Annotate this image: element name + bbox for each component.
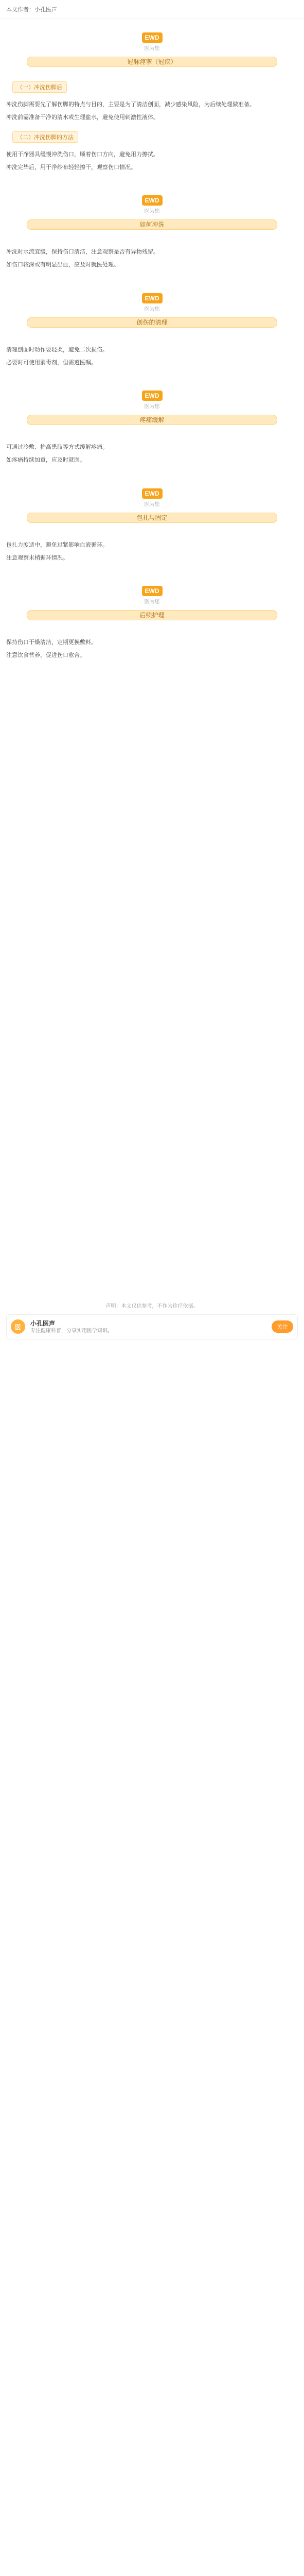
avatar: 医	[11, 1319, 25, 1334]
paragraph: 可通过冷敷、抬高患肢等方式缓解疼痛。	[6, 444, 108, 450]
paragraph: 冲洗前需准备干净的清水或生理盐水，避免使用刺激性液体。	[6, 114, 159, 121]
brand-logo: EWD	[142, 586, 163, 596]
section-header-6	[0, 572, 304, 632]
section-header-3	[0, 280, 304, 339]
brand-subtitle: 医为您	[144, 404, 160, 410]
section-2	[0, 241, 304, 280]
section-header-2	[0, 182, 304, 241]
author-description: 专注健康科普，分享实用医学知识。	[30, 1328, 113, 1334]
paragraph: 注意饮食营养，促进伤口愈合。	[6, 652, 85, 659]
brand-logo: EWD	[142, 32, 163, 43]
paragraph: 使用干净器具缓慢冲洗伤口，顺着伤口方向，避免用力擦拭。	[6, 151, 159, 158]
brand-subtitle: 医为您	[144, 209, 160, 214]
section-5	[0, 534, 304, 573]
article-filler	[0, 670, 304, 1289]
section-3	[0, 339, 304, 378]
subheading-chip: （一）冲洗伤脚后	[12, 81, 67, 93]
author-card	[6, 1314, 298, 1340]
paragraph: 包扎力度适中，避免过紧影响血液循环。	[6, 541, 108, 548]
follow-button[interactable]: 关注	[272, 1320, 293, 1333]
brand-subtitle: 医为您	[144, 46, 160, 52]
paragraph: 必要时可使用消毒剂，但需遵医嘱。	[6, 359, 97, 366]
section-title: 疼痛缓解	[27, 415, 277, 425]
brand-subtitle: 医为您	[144, 306, 160, 312]
disclaimer-note: 声明：本文仅供参考，不作为诊疗依据。	[105, 1303, 199, 1309]
brand-subtitle: 医为您	[144, 501, 160, 507]
section-title: 包扎与固定	[27, 513, 277, 523]
brand-logo: EWD	[142, 293, 163, 303]
paragraph: 冲洗完毕后，用干净纱布轻轻擦干，观察伤口情况。	[6, 164, 136, 171]
top-author-bar	[0, 0, 304, 19]
paragraph: 清理创面时动作要轻柔，避免二次损伤。	[6, 346, 108, 353]
section-title: 创伤的清理	[27, 317, 277, 328]
article-footer	[0, 1296, 304, 1348]
section-header-5	[0, 475, 304, 534]
paragraph: 如伤口较深或有明显出血，应及时就医处理。	[6, 262, 119, 268]
paragraph: 保持伤口干燥清洁，定期更换敷料。	[6, 639, 97, 646]
paragraph: 冲洗伤脚需要先了解伤脚的特点与目的，主要是为了清洁创面，减少感染风险，为后续处理做准备。	[6, 101, 255, 108]
brand-logo: EWD	[142, 391, 163, 401]
section-4	[0, 436, 304, 475]
paragraph: 注意观察末梢循环情况。	[6, 554, 68, 561]
paragraph: 冲洗时水流宜缓，保持伤口清洁，注意观察是否有异物残留。	[6, 249, 159, 255]
subheading-chip: （二）冲洗伤脚的方法	[12, 131, 78, 143]
section-header-4	[0, 377, 304, 436]
section-title: 冠脉痉挛（冠疾）	[27, 57, 277, 67]
section-header-1	[0, 19, 304, 78]
section-title: 如何冲洗	[27, 219, 277, 230]
brand-subtitle: 医为您	[144, 599, 160, 605]
section-1	[0, 78, 304, 182]
author-line: 本文作者：小孔医声	[6, 7, 57, 13]
brand-logo: EWD	[142, 195, 163, 206]
author-name: 小孔医声	[30, 1319, 56, 1327]
spacer	[6, 126, 298, 131]
author-meta	[30, 1319, 266, 1335]
section-6	[0, 632, 304, 670]
brand-logo: EWD	[142, 488, 163, 499]
paragraph: 如疼痛持续加重，应及时就医。	[6, 457, 85, 464]
section-title: 后续护理	[27, 610, 277, 620]
